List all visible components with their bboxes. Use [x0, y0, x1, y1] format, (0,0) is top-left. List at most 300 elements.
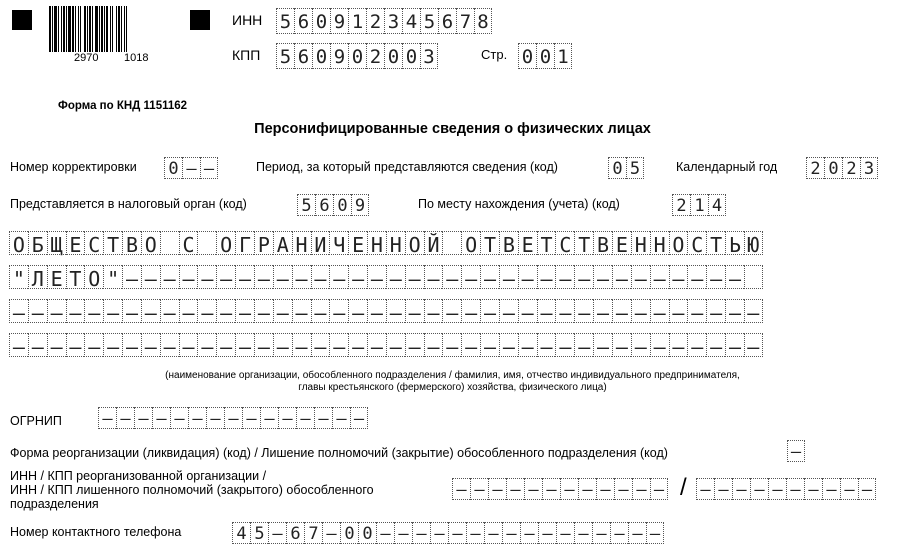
char-cell[interactable]: О [84, 265, 103, 289]
char-cell[interactable]: 5 [250, 522, 268, 544]
barcode-stripe [63, 6, 65, 52]
char-cell[interactable]: – [725, 299, 744, 323]
char-cell[interactable]: – [386, 265, 405, 289]
tax-authority-cells[interactable] [297, 194, 369, 216]
inn-cells[interactable] [276, 8, 492, 34]
char-cell[interactable]: 0 [333, 194, 351, 216]
char-cell[interactable]: – [518, 265, 537, 289]
reorg-cells[interactable] [787, 440, 805, 462]
barcode-stripe [99, 6, 100, 52]
char-cell[interactable]: – [122, 333, 141, 357]
char-cell[interactable]: – [405, 299, 424, 323]
char-cell[interactable]: 0 [536, 43, 554, 69]
char-cell[interactable]: – [116, 407, 134, 429]
org-name-note-line-1: (наименование организации, обособленного подразделения / фамилия, имя, отчество индивидуального предпринимателя, [165, 370, 740, 381]
char-cell[interactable]: 7 [456, 8, 474, 34]
marker-square-right [190, 10, 210, 30]
char-cell[interactable]: 2 [842, 157, 860, 179]
char-cell[interactable]: 0 [824, 157, 842, 179]
char-cell[interactable]: – [424, 299, 443, 323]
char-cell[interactable]: Ч [329, 231, 348, 255]
char-cell[interactable]: – [461, 299, 480, 323]
char-cell[interactable]: Е [348, 231, 367, 255]
char-cell[interactable]: Т [103, 231, 122, 255]
char-cell[interactable]: – [768, 478, 786, 500]
char-cell[interactable]: 4 [402, 8, 420, 34]
char-cell[interactable]: – [593, 333, 612, 357]
char-cell[interactable]: О [141, 231, 160, 255]
char-cell[interactable]: – [103, 333, 122, 357]
char-cell[interactable]: – [706, 333, 725, 357]
char-cell[interactable]: 5 [276, 8, 294, 34]
char-cell[interactable]: Н [631, 231, 650, 255]
barcode-stripe [58, 6, 59, 52]
char-cell[interactable]: 1 [554, 43, 572, 69]
char-cell[interactable]: – [610, 522, 628, 544]
char-cell[interactable]: – [592, 522, 610, 544]
char-cell[interactable]: – [200, 157, 218, 179]
char-cell[interactable]: – [235, 265, 254, 289]
char-cell[interactable]: – [134, 407, 152, 429]
reorg-inn-cells[interactable] [452, 478, 668, 500]
char-cell[interactable]: – [367, 265, 386, 289]
char-cell[interactable]: 5 [420, 8, 438, 34]
char-cell[interactable]: – [448, 522, 466, 544]
char-cell[interactable]: – [612, 333, 631, 357]
char-cell[interactable]: 5 [626, 157, 644, 179]
char-cell[interactable]: – [840, 478, 858, 500]
char-cell[interactable]: – [555, 299, 574, 323]
char-cell[interactable]: – [650, 333, 669, 357]
char-cell[interactable]: – [442, 333, 461, 357]
char-cell[interactable]: 6 [438, 8, 456, 34]
char-cell[interactable]: – [292, 265, 311, 289]
char-cell[interactable]: – [442, 299, 461, 323]
char-cell[interactable]: – [542, 478, 560, 500]
char-cell[interactable]: – [47, 299, 66, 323]
char-cell[interactable]: 0 [348, 43, 366, 69]
char-cell[interactable]: " [9, 265, 28, 289]
char-cell[interactable]: – [160, 333, 179, 357]
char-cell[interactable]: С [179, 231, 198, 255]
phone-cells[interactable] [232, 522, 664, 544]
char-cell[interactable]: – [216, 299, 235, 323]
char-cell[interactable]: И [311, 231, 330, 255]
char-cell[interactable] [197, 231, 216, 255]
char-cell[interactable]: О [461, 231, 480, 255]
char-cell[interactable]: – [480, 299, 499, 323]
char-cell[interactable]: – [273, 265, 292, 289]
char-cell[interactable]: – [669, 265, 688, 289]
char-cell[interactable]: – [367, 299, 386, 323]
char-cell[interactable]: – [28, 333, 47, 357]
char-cell[interactable]: – [574, 265, 593, 289]
char-cell[interactable]: Т [574, 231, 593, 255]
char-cell[interactable]: – [556, 522, 574, 544]
ogrnip-cells[interactable] [98, 407, 368, 429]
char-cell[interactable]: – [499, 333, 518, 357]
char-cell[interactable]: 2 [806, 157, 824, 179]
char-cell[interactable]: 9 [351, 194, 369, 216]
char-cell[interactable]: – [260, 407, 278, 429]
char-cell[interactable]: – [725, 333, 744, 357]
char-cell[interactable]: – [574, 333, 593, 357]
char-cell[interactable]: 9 [330, 43, 348, 69]
char-cell[interactable]: 3 [420, 43, 438, 69]
char-cell[interactable]: – [732, 478, 750, 500]
char-cell[interactable]: – [278, 407, 296, 429]
char-cell[interactable]: – [66, 333, 85, 357]
org-name-line-4[interactable] [9, 333, 763, 357]
char-cell[interactable]: – [669, 299, 688, 323]
char-cell[interactable]: – [725, 265, 744, 289]
char-cell[interactable]: – [160, 265, 179, 289]
char-cell[interactable]: 0 [358, 522, 376, 544]
char-cell[interactable]: 0 [402, 43, 420, 69]
char-cell[interactable]: 0 [164, 157, 182, 179]
char-cell[interactable]: В [122, 231, 141, 255]
char-cell[interactable]: 3 [384, 8, 402, 34]
barcode-stripe [106, 6, 108, 52]
char-cell[interactable]: – [578, 478, 596, 500]
char-cell[interactable]: – [179, 299, 198, 323]
char-cell[interactable]: – [696, 478, 714, 500]
char-cell[interactable]: – [632, 478, 650, 500]
char-cell[interactable]: – [197, 333, 216, 357]
char-cell[interactable]: – [480, 333, 499, 357]
char-cell[interactable]: – [484, 522, 502, 544]
char-cell[interactable]: – [329, 299, 348, 323]
char-cell[interactable]: – [197, 299, 216, 323]
reorg-label: Форма реорганизации (ликвидация) (код) / Лишение полномочий (закрытие) обособленного подразделения (код) [10, 446, 668, 460]
char-cell[interactable]: – [179, 265, 198, 289]
char-cell[interactable]: – [273, 333, 292, 357]
char-cell[interactable]: – [98, 407, 116, 429]
char-cell[interactable]: С [555, 231, 574, 255]
char-cell[interactable]: 2 [366, 8, 384, 34]
char-cell[interactable]: – [9, 333, 28, 357]
char-cell[interactable]: С [84, 231, 103, 255]
char-cell[interactable]: – [787, 440, 805, 462]
char-cell[interactable]: – [84, 299, 103, 323]
char-cell[interactable]: 8 [474, 8, 492, 34]
char-cell[interactable]: – [560, 478, 578, 500]
char-cell[interactable]: – [466, 522, 484, 544]
page-cells[interactable] [518, 43, 572, 69]
char-cell[interactable]: Ю [744, 231, 763, 255]
place-cells[interactable] [672, 194, 726, 216]
char-cell[interactable]: – [235, 299, 254, 323]
year-cells[interactable] [806, 157, 878, 179]
char-cell[interactable]: 6 [315, 194, 333, 216]
char-cell[interactable]: – [499, 265, 518, 289]
char-cell[interactable]: – [160, 299, 179, 323]
char-cell[interactable]: – [524, 478, 542, 500]
char-cell[interactable]: – [292, 299, 311, 323]
char-cell[interactable]: – [424, 265, 443, 289]
char-cell[interactable]: – [499, 299, 518, 323]
char-cell[interactable]: – [376, 522, 394, 544]
char-cell[interactable]: О [9, 231, 28, 255]
char-cell[interactable]: – [296, 407, 314, 429]
char-cell[interactable]: – [424, 333, 443, 357]
kpp-label: КПП [232, 47, 261, 63]
char-cell[interactable]: – [650, 299, 669, 323]
char-cell[interactable]: – [122, 265, 141, 289]
char-cell[interactable]: – [858, 478, 876, 500]
char-cell[interactable]: 4 [232, 522, 250, 544]
char-cell[interactable]: В [499, 231, 518, 255]
char-cell[interactable]: – [179, 333, 198, 357]
char-cell[interactable]: 6 [294, 43, 312, 69]
barcode-stripe [80, 6, 81, 52]
char-cell[interactable]: – [687, 265, 706, 289]
char-cell[interactable]: – [650, 265, 669, 289]
char-cell[interactable]: – [292, 333, 311, 357]
char-cell[interactable]: – [488, 478, 506, 500]
char-cell[interactable]: – [197, 265, 216, 289]
char-cell[interactable]: – [461, 265, 480, 289]
char-cell[interactable]: – [206, 407, 224, 429]
barcode-stripe [126, 6, 127, 52]
char-cell[interactable]: – [314, 407, 332, 429]
kpp-cells[interactable] [276, 43, 438, 69]
char-cell[interactable]: – [506, 478, 524, 500]
org-name-line-2[interactable] [9, 265, 763, 289]
char-cell[interactable]: – [348, 333, 367, 357]
char-cell[interactable]: – [687, 299, 706, 323]
char-cell[interactable]: – [405, 333, 424, 357]
char-cell[interactable]: – [804, 478, 822, 500]
char-cell[interactable]: О [405, 231, 424, 255]
char-cell[interactable]: – [687, 333, 706, 357]
char-cell[interactable]: Й [424, 231, 443, 255]
char-cell[interactable]: – [631, 333, 650, 357]
marker-square-left [12, 10, 32, 30]
char-cell[interactable]: 9 [330, 8, 348, 34]
char-cell[interactable]: – [593, 265, 612, 289]
char-cell[interactable]: – [311, 265, 330, 289]
char-cell[interactable]: – [141, 299, 160, 323]
char-cell[interactable]: – [614, 478, 632, 500]
char-cell[interactable]: – [242, 407, 260, 429]
char-cell[interactable]: – [188, 407, 206, 429]
char-cell[interactable]: Т [706, 231, 725, 255]
char-cell[interactable]: – [329, 333, 348, 357]
char-cell[interactable]: – [412, 522, 430, 544]
barcode-stripe [75, 6, 76, 52]
char-cell[interactable]: – [714, 478, 732, 500]
char-cell[interactable]: – [311, 333, 330, 357]
char-cell[interactable]: – [574, 522, 592, 544]
char-cell[interactable]: Г [235, 231, 254, 255]
char-cell[interactable]: – [224, 407, 242, 429]
char-cell[interactable]: – [348, 299, 367, 323]
char-cell[interactable]: – [254, 333, 273, 357]
char-cell[interactable]: Т [480, 231, 499, 255]
char-cell[interactable]: 0 [384, 43, 402, 69]
reorg-inn-label-1: ИНН / КПП реорганизованной организации / [10, 469, 267, 483]
char-cell[interactable]: С [687, 231, 706, 255]
char-cell[interactable]: Л [28, 265, 47, 289]
char-cell[interactable]: – [332, 407, 350, 429]
char-cell[interactable]: – [254, 265, 273, 289]
char-cell[interactable]: – [706, 299, 725, 323]
char-cell[interactable]: – [555, 265, 574, 289]
char-cell[interactable]: Н [386, 231, 405, 255]
char-cell[interactable]: Е [518, 231, 537, 255]
barcode [48, 6, 172, 52]
char-cell[interactable]: Т [66, 265, 85, 289]
char-cell[interactable]: Ь [725, 231, 744, 255]
char-cell[interactable]: – [311, 299, 330, 323]
char-cell[interactable]: Н [292, 231, 311, 255]
char-cell[interactable] [160, 231, 179, 255]
barcode-stripe [95, 6, 98, 52]
char-cell[interactable]: – [786, 478, 804, 500]
char-cell[interactable]: Щ [47, 231, 66, 255]
phone-label: Номер контактного телефона [10, 525, 182, 539]
char-cell[interactable]: В [593, 231, 612, 255]
char-cell[interactable]: – [268, 522, 286, 544]
char-cell[interactable]: – [744, 299, 763, 323]
char-cell[interactable]: – [405, 265, 424, 289]
char-cell[interactable]: – [612, 299, 631, 323]
char-cell[interactable]: Т [537, 231, 556, 255]
char-cell[interactable]: – [9, 299, 28, 323]
char-cell[interactable]: О [216, 231, 235, 255]
char-cell[interactable]: – [669, 333, 688, 357]
char-cell[interactable]: 0 [518, 43, 536, 69]
char-cell[interactable]: – [650, 478, 668, 500]
char-cell[interactable]: " [103, 265, 122, 289]
char-cell[interactable]: – [66, 299, 85, 323]
char-cell[interactable]: 0 [608, 157, 626, 179]
char-cell[interactable]: – [28, 299, 47, 323]
char-cell[interactable]: Н [650, 231, 669, 255]
char-cell[interactable]: – [452, 478, 470, 500]
char-cell[interactable]: – [628, 522, 646, 544]
char-cell[interactable]: 1 [690, 194, 708, 216]
char-cell[interactable]: – [386, 299, 405, 323]
period-cells[interactable] [608, 157, 644, 179]
char-cell[interactable]: 0 [312, 8, 330, 34]
char-cell[interactable]: – [103, 299, 122, 323]
char-cell[interactable]: – [574, 299, 593, 323]
char-cell[interactable]: – [537, 265, 556, 289]
char-cell[interactable]: Н [367, 231, 386, 255]
char-cell[interactable]: – [470, 478, 488, 500]
char-cell[interactable]: Р [254, 231, 273, 255]
char-cell[interactable]: – [750, 478, 768, 500]
char-cell[interactable]: – [518, 299, 537, 323]
char-cell[interactable]: Б [28, 231, 47, 255]
char-cell[interactable]: – [555, 333, 574, 357]
char-cell[interactable]: – [170, 407, 188, 429]
char-cell[interactable]: – [394, 522, 412, 544]
char-cell[interactable]: – [518, 333, 537, 357]
char-cell[interactable]: – [216, 265, 235, 289]
char-cell[interactable]: – [386, 333, 405, 357]
org-name-line-3[interactable] [9, 299, 763, 323]
char-cell[interactable]: – [348, 265, 367, 289]
char-cell[interactable] [744, 265, 763, 289]
char-cell[interactable]: – [329, 265, 348, 289]
char-cell[interactable]: – [538, 522, 556, 544]
char-cell[interactable]: – [235, 333, 254, 357]
char-cell[interactable]: 2 [366, 43, 384, 69]
char-cell[interactable]: – [182, 157, 200, 179]
char-cell[interactable]: – [502, 522, 520, 544]
char-cell[interactable]: – [520, 522, 538, 544]
org-name-note [0, 370, 905, 394]
char-cell[interactable]: 6 [294, 8, 312, 34]
char-cell[interactable]: – [254, 299, 273, 323]
char-cell[interactable]: – [122, 299, 141, 323]
form-title: Персонифицированные сведения о физических лицах [254, 121, 651, 137]
char-cell[interactable]: – [537, 299, 556, 323]
char-cell[interactable]: – [367, 333, 386, 357]
char-cell[interactable]: 4 [708, 194, 726, 216]
char-cell[interactable]: – [480, 265, 499, 289]
char-cell[interactable]: 3 [860, 157, 878, 179]
barcode-stripe [84, 6, 86, 52]
char-cell[interactable]: – [593, 299, 612, 323]
correction-cells[interactable] [164, 157, 218, 179]
char-cell[interactable]: – [141, 265, 160, 289]
char-cell[interactable]: 1 [348, 8, 366, 34]
char-cell[interactable]: – [273, 299, 292, 323]
char-cell[interactable]: – [646, 522, 664, 544]
char-cell[interactable]: 0 [340, 522, 358, 544]
char-cell[interactable]: – [430, 522, 448, 544]
char-cell[interactable]: – [47, 333, 66, 357]
char-cell[interactable]: – [744, 333, 763, 357]
barcode-stripe [112, 6, 113, 52]
char-cell[interactable]: – [461, 333, 480, 357]
char-cell[interactable]: – [537, 333, 556, 357]
char-cell[interactable]: 2 [672, 194, 690, 216]
char-cell[interactable]: – [631, 299, 650, 323]
char-cell[interactable]: 6 [286, 522, 304, 544]
char-cell[interactable]: Е [47, 265, 66, 289]
char-cell[interactable]: – [216, 333, 235, 357]
org-name-line-1[interactable] [9, 231, 763, 255]
char-cell[interactable]: – [84, 333, 103, 357]
char-cell[interactable]: – [706, 265, 725, 289]
char-cell[interactable]: – [141, 333, 160, 357]
char-cell[interactable]: – [596, 478, 614, 500]
char-cell[interactable] [442, 231, 461, 255]
char-cell[interactable]: 7 [304, 522, 322, 544]
char-cell[interactable]: – [822, 478, 840, 500]
char-cell[interactable]: А [273, 231, 292, 255]
char-cell[interactable]: Е [66, 231, 85, 255]
char-cell[interactable]: – [152, 407, 170, 429]
char-cell[interactable]: 5 [297, 194, 315, 216]
char-cell[interactable]: – [612, 265, 631, 289]
page-label: Стр. [481, 47, 508, 62]
char-cell[interactable]: 0 [312, 43, 330, 69]
reorg-kpp-cells[interactable] [696, 478, 876, 500]
char-cell[interactable]: – [442, 265, 461, 289]
char-cell[interactable]: – [322, 522, 340, 544]
char-cell[interactable]: – [350, 407, 368, 429]
char-cell[interactable]: Е [612, 231, 631, 255]
char-cell[interactable]: 5 [276, 43, 294, 69]
char-cell[interactable]: – [631, 265, 650, 289]
char-cell[interactable]: О [669, 231, 688, 255]
